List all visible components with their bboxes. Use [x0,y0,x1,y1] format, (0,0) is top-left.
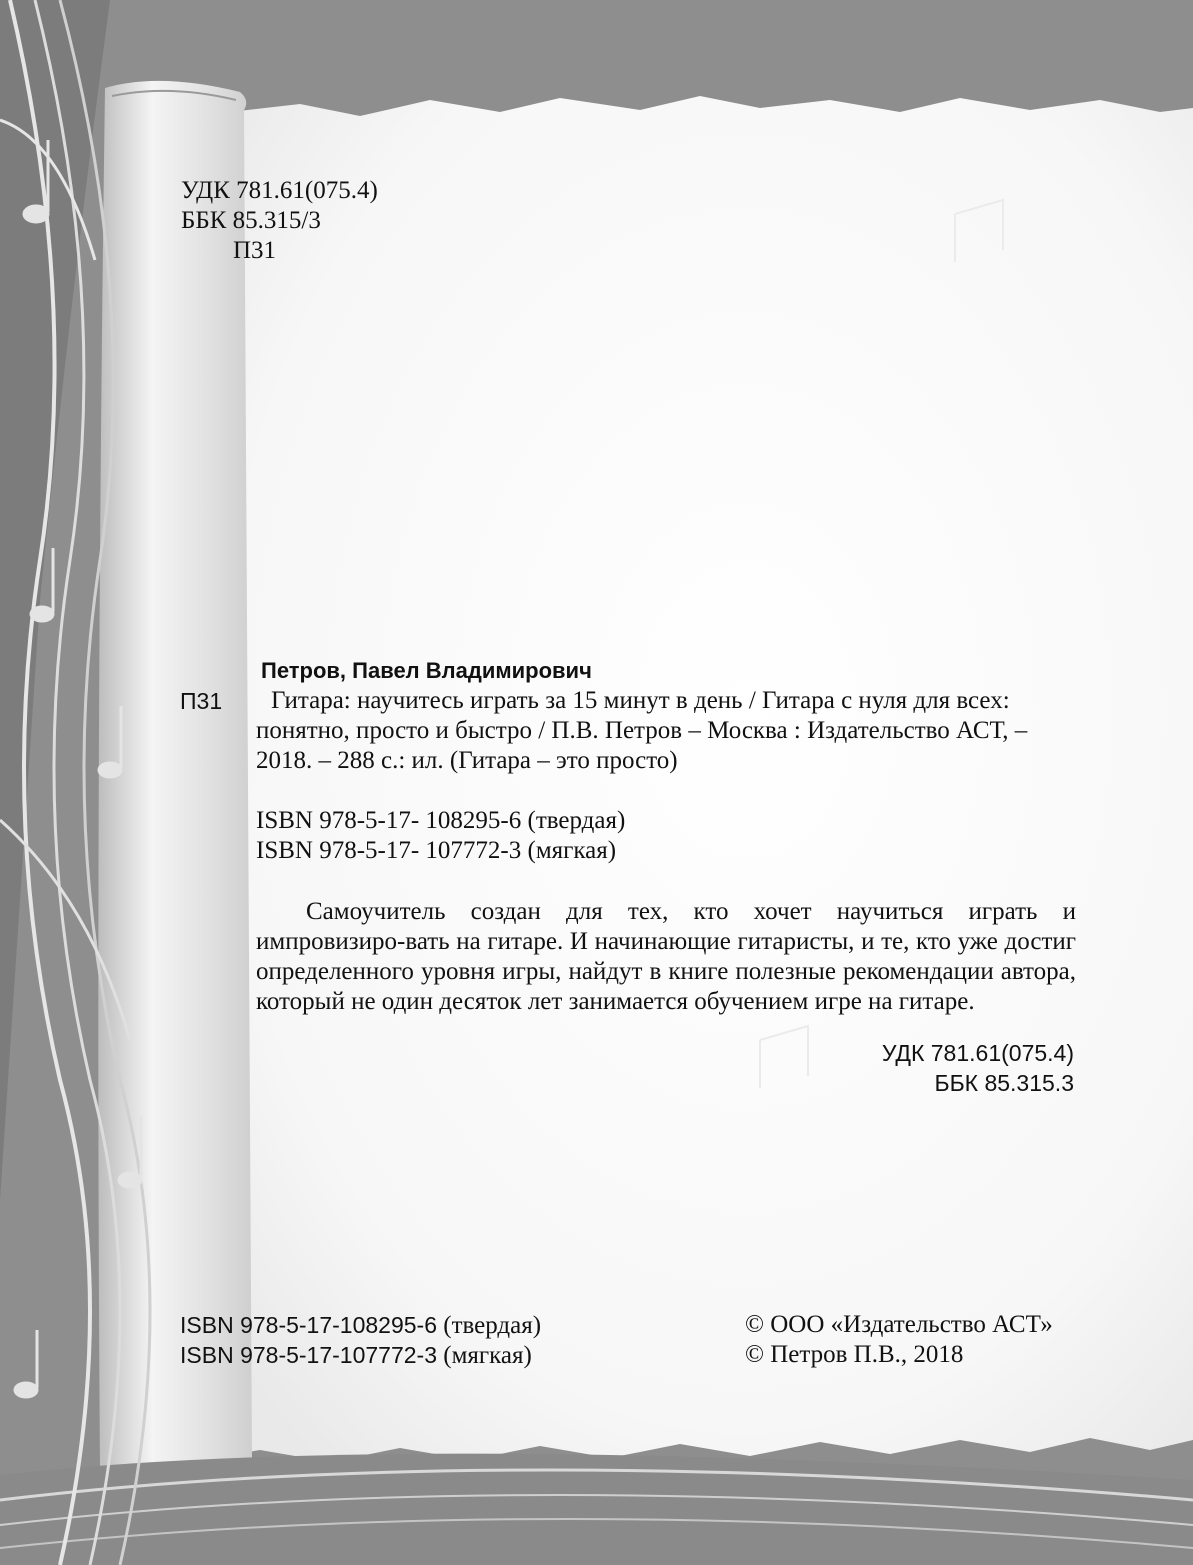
isbn-binding: (мягкая) [443,1342,532,1369]
isbn-line: ISBN 978-5-17- 108295-6 (твердая) [256,807,626,834]
description-line: Гитара: научитесь играть за 15 минут в день / Гитара с нуля для всех: [271,687,1010,714]
udk-code: УДК 781.61(075.4) [181,177,378,204]
bbk-code: ББК 85.315/3 [181,207,321,234]
author-sign-code: П31 [233,237,277,264]
record-udk: УДК 781.61(075.4) [881,1040,1074,1066]
author-name: Петров, Павел Владимирович [261,658,592,683]
isbn-number: ISBN 978-5-17-107772-3 [180,1342,437,1368]
isbn-binding: (твердая) [443,1312,542,1339]
isbn-line: ISBN 978-5-17- 107772-3 (мягкая) [256,837,617,864]
scroll-roll [98,81,252,1502]
record-bbk: ББК 85.315.3 [934,1070,1074,1096]
copyright-publisher: © ООО «Издательство АСТ» [745,1311,1053,1338]
annotation-text: Самоучитель создан для тех, кто хочет научиться играть и импровизиро-вать на гитаре. И начинающие гитаристы, и те, кто уже достиг определенного уровня игры, найдут в книге полезные рекомендации автора, который не один десяток лет занимается обучением игре на гитаре. [256,898,1076,1015]
description-line: 2018. – 288 с.: ил. (Гитара – это просто) [256,747,678,774]
footer-isbn [180,1310,541,1341]
copyright-author: © Петров П.В., 2018 [745,1341,964,1368]
record-sign-code: П31 [180,688,223,714]
description-line: понятно, просто и быстро / П.В. Петров – Москва : Издательство АСТ, – [256,717,1028,744]
paper-sheet [200,96,1193,1462]
isbn-number: ISBN 978-5-17-108295-6 [180,1312,437,1338]
footer-isbn [180,1340,532,1371]
